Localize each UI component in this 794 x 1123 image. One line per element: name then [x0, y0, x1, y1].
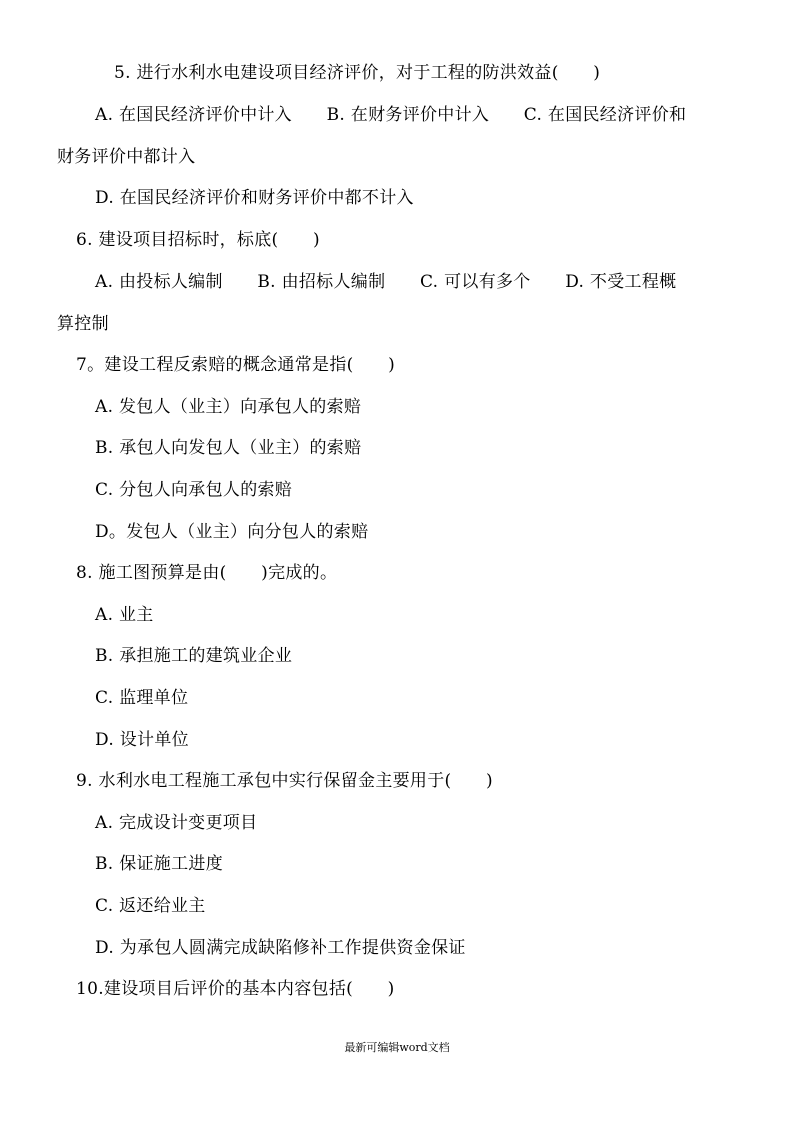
question-10: 10.建设项目后评价的基本内容包括( ): [76, 979, 395, 999]
question-9-option-d: D. 为承包人圆满完成缺陷修补工作提供资金保证: [95, 938, 466, 958]
question-8: 8. 施工图预算是由( )完成的。: [76, 563, 338, 583]
question-9-option-a: A. 完成设计变更项目: [95, 813, 258, 833]
question-5-options-continued: 财务评价中都计入: [57, 147, 196, 167]
question-5-option-d: D. 在国民经济评价和财务评价中都不计入: [95, 188, 414, 208]
question-7-option-d: D。发包人（业主）向分包人的索赔: [95, 522, 369, 542]
question-9: 9. 水利水电工程施工承包中实行保留金主要用于( ): [76, 771, 493, 791]
question-7-option-b: B. 承包人向发包人（业主）的索赔: [95, 438, 362, 458]
question-7-option-c: C. 分包人向承包人的索赔: [95, 480, 293, 500]
question-6-options-continued: 算控制: [57, 314, 109, 334]
question-8-option-d: D. 设计单位: [95, 730, 189, 750]
question-6: 6. 建设项目招标时，标底( ): [76, 230, 320, 250]
question-9-option-c: C. 返还给业主: [95, 896, 206, 916]
question-5: 5. 进行水利水电建设项目经济评价，对于工程的防洪效益( ): [114, 63, 601, 83]
question-9-option-b: B. 保证施工进度: [95, 854, 223, 874]
page-footer: 最新可编辑word文档: [344, 1041, 450, 1054]
question-7: 7。建设工程反索赔的概念通常是指( ): [76, 355, 396, 375]
question-8-option-b: B. 承担施工的建筑业企业: [95, 646, 293, 666]
question-7-option-a: A. 发包人（业主）向承包人的索赔: [95, 397, 362, 417]
question-5-options: A. 在国民经济评价中计入 B. 在财务评价中计入 C. 在国民经济评价和: [95, 105, 687, 125]
question-6-options: A. 由投标人编制 B. 由招标人编制 C. 可以有多个 D. 不受工程概: [95, 272, 677, 292]
question-8-option-a: A. 业主: [95, 605, 154, 625]
question-8-option-c: C. 监理单位: [95, 688, 189, 708]
